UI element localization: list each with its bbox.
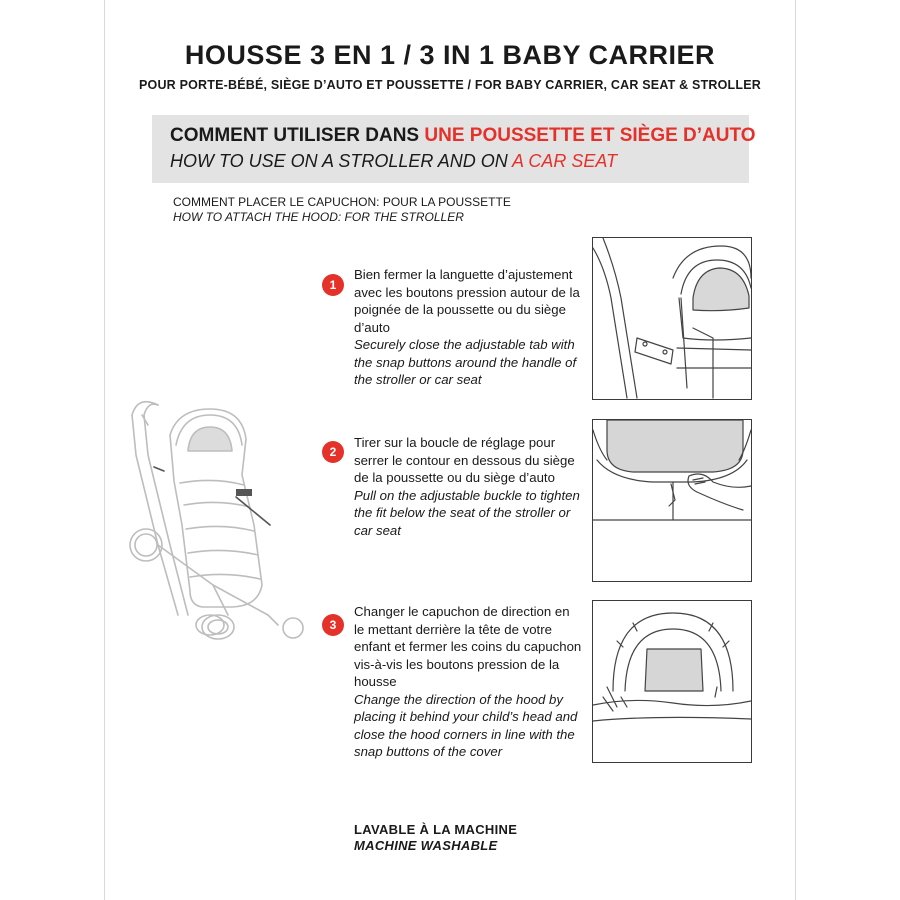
section-heading-fr: COMMENT PLACER LE CAPUCHON: POUR LA POUSSETTE	[173, 195, 511, 209]
step-2-illustration	[592, 419, 752, 582]
step-1-illustration	[592, 237, 752, 400]
step-3-badge: 3	[322, 614, 344, 636]
step-2-text	[354, 434, 582, 539]
banner-fr-prefix: COMMENT UTILISER DANS	[170, 125, 425, 146]
step-1-text-en: Securely close the adjustable tab with the snap buttons around the handle of the stroller or car seat	[354, 337, 577, 387]
banner-en-prefix: HOW TO USE ON A STROLLER AND ON	[170, 151, 513, 171]
step-1-badge: 1	[322, 274, 344, 296]
banner-heading-fr	[170, 125, 756, 147]
step-2-text-en: Pull on the adjustable buckle to tighten the fit below the seat of the stroller or car seat	[354, 487, 580, 538]
banner-en-highlight: A CAR SEAT	[512, 151, 618, 171]
step-3-illustration	[592, 600, 752, 763]
step-2-text-fr: Tirer sur la boucle de réglage pour serrer le contour en dessous du siège de la poussette ou du siège d’auto	[354, 435, 575, 485]
step-3-text	[354, 603, 582, 761]
banner-fr-highlight: UNE POUSSETTE ET SIÈGE D’AUTO	[424, 125, 756, 146]
section-heading-en: HOW TO ATTACH THE HOOD: FOR THE STROLLER	[173, 210, 464, 224]
banner-heading-en	[170, 151, 617, 172]
step-1-text	[354, 266, 582, 389]
step-2-badge: 2	[322, 441, 344, 463]
usage-banner	[152, 115, 756, 183]
page-subtitle: POUR PORTE-BÉBÉ, SIÈGE D’AUTO ET POUSSETTE / FOR BABY CARRIER, CAR SEAT & STROLLER	[138, 78, 761, 92]
step-3-text-en: Change the direction of the hood by placing it behind your child’s head and close the hood corners in line with the snap buttons of the cover	[354, 691, 578, 759]
care-label-fr: LAVABLE À LA MACHINE	[354, 822, 518, 837]
stroller-illustration	[118, 385, 338, 650]
care-label-en: MACHINE WASHABLE	[354, 838, 498, 853]
page-title: HOUSSE 3 EN 1 / 3 IN 1 BABY CARRIER	[184, 40, 716, 70]
step-3-text-fr: Changer le capuchon de direction en le mettant derrière la tête de votre enfant et fermer les coins du capuchon vis-à-vis les boutons pression de la housse	[354, 604, 582, 689]
step-1-text-fr: Bien fermer la languette d’ajustement avec les boutons pression autour de la poignée de la poussette ou du siège d’auto	[354, 267, 580, 335]
